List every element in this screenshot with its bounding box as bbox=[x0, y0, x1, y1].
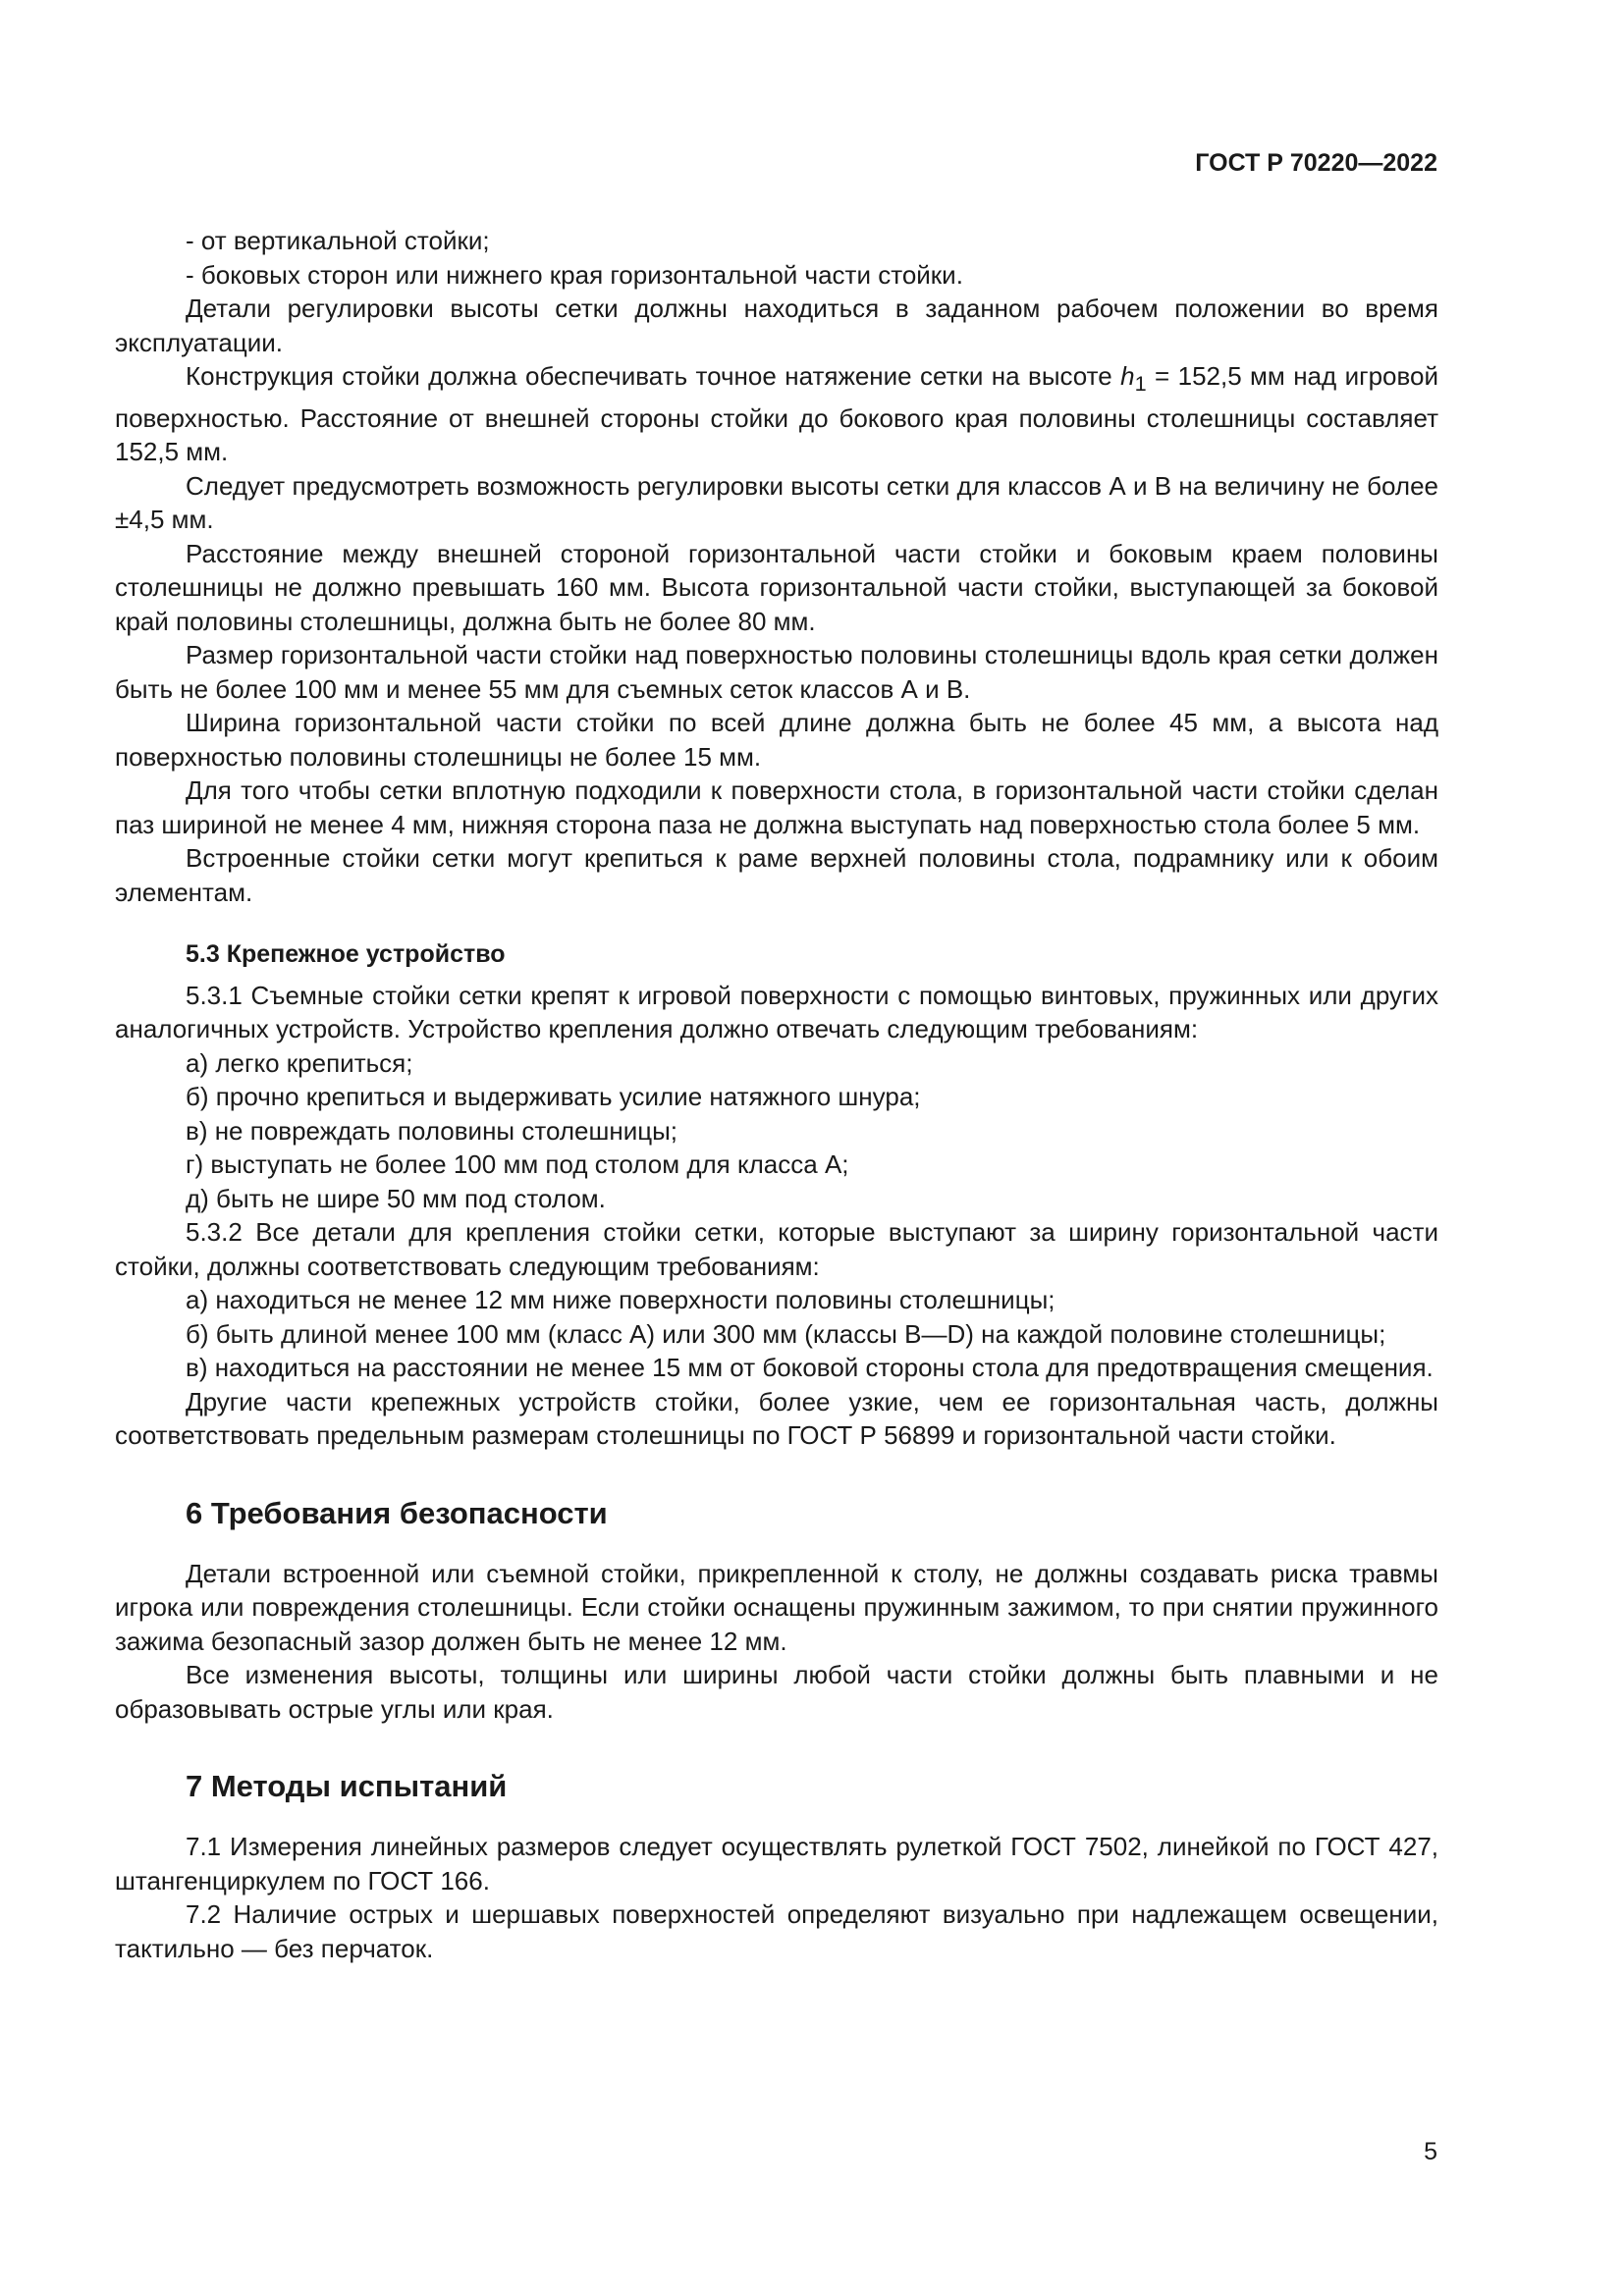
section-title-6: 6 Требования безопасности bbox=[186, 1495, 608, 1530]
list-item: - боковых сторон или нижнего края горизонтальной части стойки. bbox=[186, 259, 963, 290]
list-item: г) выступать не более 100 мм под столом для класса А; bbox=[186, 1149, 849, 1180]
paragraph: Другие части крепежных устройств стойки, более узкие, чем ее горизонтальная часть, должны соответствовать предельным размерам столешницы по ГОСТ Р 56899 и горизонтальной части стойки. bbox=[115, 1386, 1438, 1451]
list-item: - от вертикальной стойки; bbox=[186, 226, 490, 255]
subscript: 1 bbox=[1134, 371, 1147, 397]
paragraph: Ширина горизонтальной части стойки по всей длине должна быть не более 45 мм, а высота над поверхностью половины столешницы не более 15 мм. bbox=[115, 708, 1438, 772]
paragraph: 7.2 Наличие острых и шершавых поверхностей определяют визуально при надлежащем освещении, тактильно — без перчаток. bbox=[115, 1899, 1438, 1963]
page-body bbox=[115, 224, 1438, 1965]
list-item: а) находиться не менее 12 мм ниже поверхности половины столешницы; bbox=[186, 1285, 1056, 1315]
list-item: в) находиться на расстоянии не менее 15 мм от боковой стороны стола для предотвращения смещения. bbox=[186, 1353, 1434, 1383]
paragraph: 7.1 Измерения линейных размеров следует осуществлять рулеткой ГОСТ 7502, линейкой по ГОСТ 427, штангенциркулем по ГОСТ 166. bbox=[115, 1832, 1438, 1896]
list-item: б) быть длиной менее 100 мм (класс А) или 300 мм (классы В—D) на каждой половине столешницы; bbox=[186, 1318, 1386, 1349]
paragraph: Расстояние между внешней стороной горизонтальной части стойки и боковым краем половины столешницы не должно превышать 160 мм. Высота горизонтальной части стойки, выступающей за боковой край половины столешницы, должна быть не более 80 мм. bbox=[115, 538, 1438, 636]
paragraph-text: = 152,5 мм над игровой поверхностью. Расстояние от внешней стороны стойки до бокового края половины столешницы составляет 152,5 мм. bbox=[115, 361, 1438, 467]
list-item: б) прочно крепиться и выдерживать усилие натяжного шнура; bbox=[186, 1082, 921, 1112]
section-title-7: 7 Методы испытаний bbox=[186, 1769, 508, 1804]
paragraph-text: Конструкция стойки должна обеспечивать точное натяжение сетки на высоте bbox=[186, 361, 1121, 391]
list-item: в) не повреждать половины столешницы; bbox=[186, 1115, 678, 1146]
paragraph: Детали регулировки высоты сетки должны находиться в заданном рабочем положении во время эксплуатации. bbox=[115, 294, 1438, 357]
variable-h: h bbox=[1120, 361, 1135, 391]
paragraph: 5.3.1 Съемные стойки сетки крепят к игровой поверхности с помощью винтовых, пружинных или других аналогичных устройств. Устройство крепления должно отвечать следующим требованиям: bbox=[115, 980, 1438, 1044]
paragraph: Размер горизонтальной части стойки над поверхностью половины столешницы вдоль края сетки должен быть не более 100 мм и менее 55 мм для съемных сеток классов А и В. bbox=[115, 640, 1438, 704]
list-item: а) легко крепиться; bbox=[186, 1047, 413, 1078]
paragraph: 5.3.2 Все детали для крепления стойки сетки, которые выступают за ширину горизонтальной части стойки, должны соответствовать следующим требованиям: bbox=[115, 1217, 1438, 1281]
paragraph: Детали встроенной или съемной стойки, прикрепленной к столу, не должны создавать риска травмы игрока или повреждения столешницы. Если стойки оснащены пружинным зажимом, то при снятии пружинного зажима безопасный зазор должен быть не менее 12 мм. bbox=[115, 1558, 1438, 1656]
paragraph-net-height bbox=[115, 359, 1438, 469]
list-item: д) быть не шире 50 мм под столом. bbox=[186, 1183, 606, 1213]
paragraph: Встроенные стойки сетки могут крепиться к раме верхней половины стола, подрамнику или к обоим элементам. bbox=[115, 843, 1438, 907]
paragraph: Все изменения высоты, толщины или ширины любой части стойки должны быть плавными и не образовывать острые углы или края. bbox=[115, 1660, 1438, 1724]
document-code-header: ГОСТ Р 70220—2022 bbox=[1195, 149, 1437, 177]
subsection-title-5-3: 5.3 Крепежное устройство bbox=[186, 940, 506, 969]
page-number: 5 bbox=[1424, 2138, 1437, 2165]
paragraph: Для того чтобы сетки вплотную подходили к поверхности стола, в горизонтальной части стойки сделан паз шириной не менее 4 мм, нижняя сторона паза не должна выступать над поверхностью стола более 5 мм. bbox=[115, 775, 1438, 839]
paragraph: Следует предусмотреть возможность регулировки высоты сетки для классов А и В на величину не более ±4,5 мм. bbox=[115, 470, 1438, 535]
